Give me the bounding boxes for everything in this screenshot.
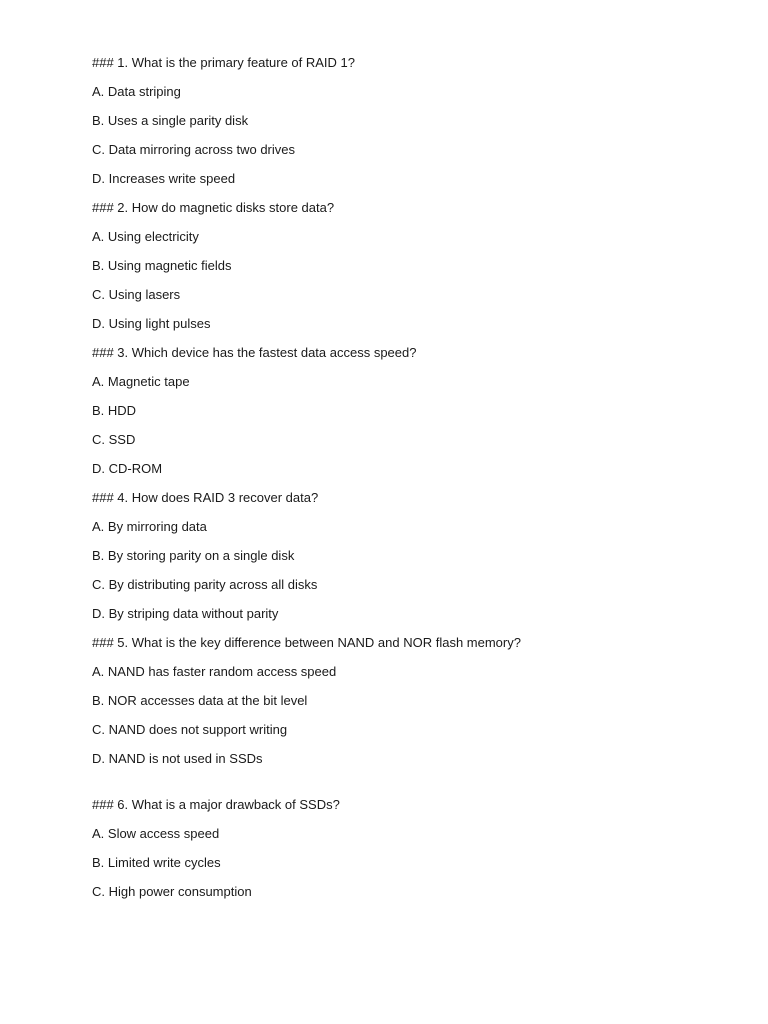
question-heading: ### 3. Which device has the fastest data access speed?	[92, 345, 417, 360]
question-heading: ### 5. What is the key difference between NAND and NOR flash memory?	[92, 635, 521, 650]
answer-option-d: D. Using light pulses	[92, 316, 211, 331]
answer-option-b: B. Using magnetic fields	[92, 258, 232, 273]
answer-option-d: D. NAND is not used in SSDs	[92, 751, 263, 766]
question-6	[92, 796, 732, 900]
answer-option-d: D. By striping data without parity	[92, 606, 279, 621]
question-list	[92, 54, 732, 912]
answer-option-c: C. High power consumption	[92, 884, 252, 899]
answer-option-d: D. CD-ROM	[92, 461, 163, 476]
question-heading: ### 6. What is a major drawback of SSDs?	[92, 797, 340, 812]
answer-option-a: A. By mirroring data	[92, 519, 207, 534]
answer-option-a: A. Using electricity	[92, 229, 199, 244]
answer-option-b: B. Limited write cycles	[92, 855, 221, 870]
answer-option-c: C. Data mirroring across two drives	[92, 142, 295, 157]
question-4	[92, 489, 732, 622]
question-3	[92, 344, 732, 477]
answer-option-b: B. HDD	[92, 403, 137, 418]
question-1	[92, 54, 732, 187]
answer-option-c: C. SSD	[92, 432, 136, 447]
answer-option-a: A. Magnetic tape	[92, 374, 190, 389]
answer-option-b: B. By storing parity on a single disk	[92, 548, 295, 563]
answer-option-d: D. Increases write speed	[92, 171, 236, 186]
answer-option-a: A. Data striping	[92, 84, 181, 99]
question-2	[92, 199, 732, 332]
answer-option-a: A. NAND has faster random access speed	[92, 664, 337, 679]
answer-option-b: B. Uses a single parity disk	[92, 113, 249, 128]
question-heading: ### 4. How does RAID 3 recover data?	[92, 490, 319, 505]
answer-option-c: C. Using lasers	[92, 287, 181, 302]
question-heading: ### 2. How do magnetic disks store data?	[92, 200, 335, 215]
answer-option-b: B. NOR accesses data at the bit level	[92, 693, 308, 708]
answer-option-c: C. By distributing parity across all disks	[92, 577, 318, 592]
question-heading: ### 1. What is the primary feature of RAID 1?	[92, 55, 356, 70]
answer-option-c: C. NAND does not support writing	[92, 722, 288, 737]
question-5	[92, 634, 732, 767]
answer-option-a: A. Slow access speed	[92, 826, 220, 841]
